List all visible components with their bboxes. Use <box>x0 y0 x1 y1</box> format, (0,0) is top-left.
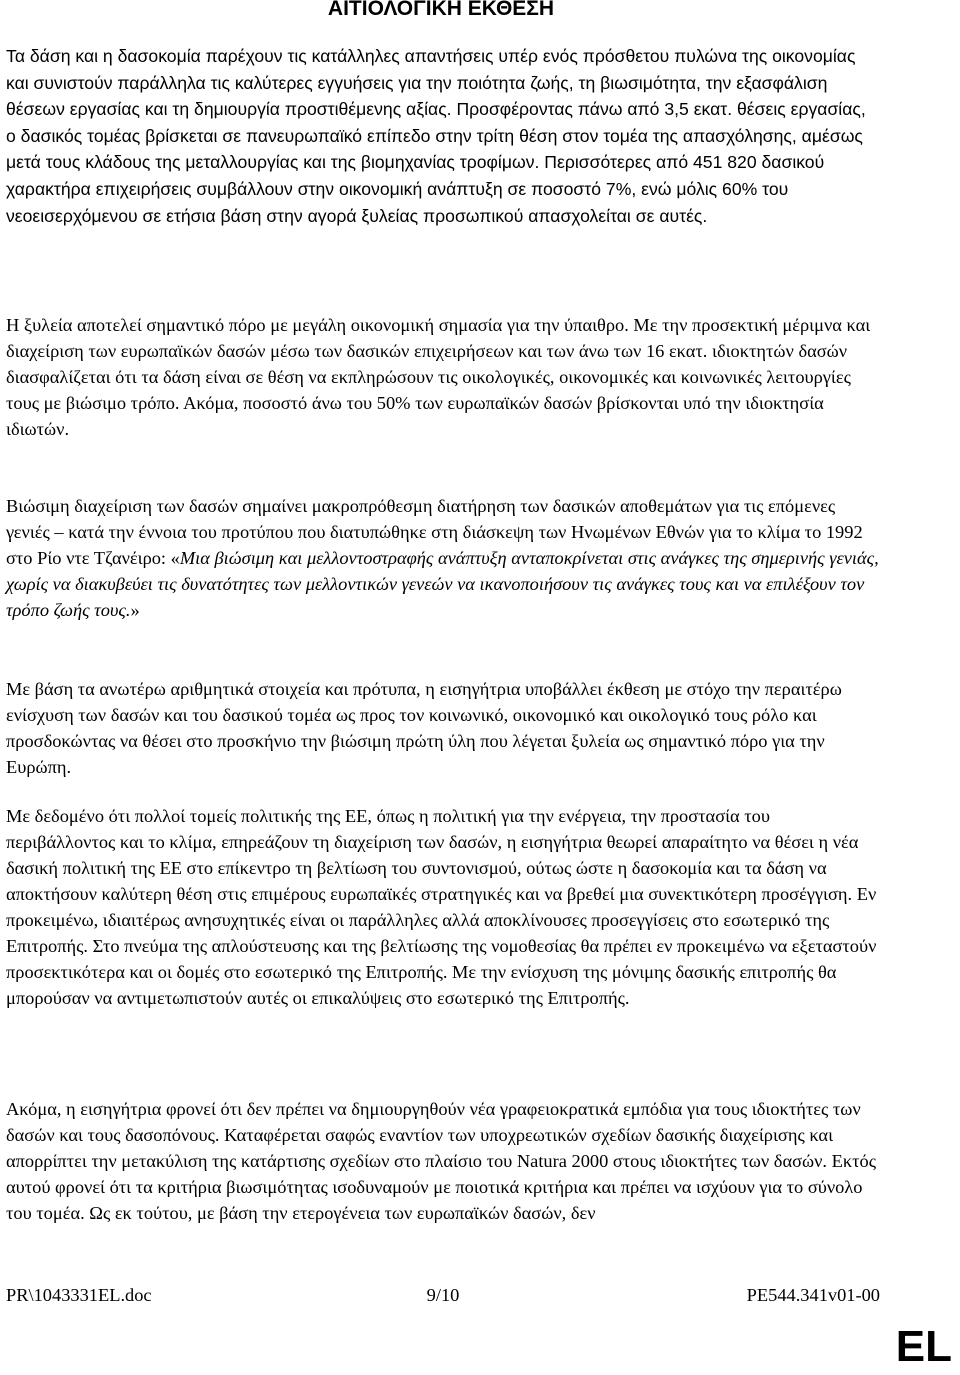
footer-pe-ref: PE544.341v01-00 <box>746 1285 880 1305</box>
document-title: ΑΙΤΙΟΛΟΓΙΚΗ ΕΚΘΕΣΗ <box>327 0 555 20</box>
paragraph-6: Ακόμα, η εισηγήτρια φρονεί ότι δεν πρέπει να δημιουργηθούν νέα γραφειοκρατικά εμπόδια για τους ιδιοκτήτες των δασών και τους δασοπόνους. Καταφέρεται σαφώς εναντίον των υποχρεωτικών σχεδίων δασικής διαχείρισης και απορρίπτει την μετακύλιση της κατάρτισης σχεδίων στο πλαίσιο του Natura 2000 στους ιδιοκτήτες των δασών. Εκτός αυτού φρονεί ότι τα κριτήρια βιωσιμότητας ισοδυναμούν με ποιοτικά κριτήρια και πρέπει να ισχύουν για το σύνολο του τομέα. Ως εκ τούτου, με βάση την ετερογένεια των ευρωπαϊκών δασών, δεν <box>6 1099 876 1223</box>
language-code: EL <box>895 1322 952 1371</box>
footer-page-number: 9/10 <box>426 1285 460 1305</box>
paragraph-5: Με δεδομένο ότι πολλοί τομείς πολιτικής της ΕΕ, όπως η πολιτική για την ενέργεια, την προστασία του περιβάλλοντος και το κλίμα, επηρεάζουν τη διαχείριση των δασών, η εισηγήτρια θεωρεί απαραίτητο να θέσει η νέα δασική πολιτική της ΕΕ στο επίκεντρο τη βελτίωση του συντονισμού, ούτως ώστε η δασοκομία και τα δάση να αποκτήσουν καλύτερη θέση στις επιμέρους ευρωπαϊκές στρατηγικές και να βρεθεί μια συνεκτικότερη προσέγγιση. Εν προκειμένω, ιδιαιτέρως ανησυχητικές είναι οι παράλληλες αλλά αποκλίνουσες προσεγγίσεις στο εσωτερικό της Επιτροπής. Στο πνεύμα της απλούστευσης και της βελτίωσης της νομοθεσίας θα πρέπει εν προκειμένω να εξεταστούν προσεκτικότερα και οι δομές στο εσωτερικό της Επιτροπής. Με την ενίσχυση της μόνιμης δασικής επιτροπής θα μπορούσαν να αντιμετωπιστούν αυτές οι επικαλύψεις στο εσωτερικό της Επιτροπής. <box>6 806 877 1008</box>
paragraph-4: Με βάση τα ανωτέρω αριθμητικά στοιχεία και πρότυπα, η εισηγήτρια υποβάλλει έκθεση με στόχο την περαιτέρω ενίσχυση των δασών και του δασικού τομέα ως προς τον κοινωνικό, οικονομικό και οικολογικό τους ρόλο και προσδοκώντας να θέσει στο προσκήνιο την βιώσιμη πρώτη ύλη που λέγεται ξυλεία ως σημαντικό πόρο για την Ευρώπη. <box>6 679 842 777</box>
paragraph-2: Η ξυλεία αποτελεί σημαντικό πόρο με μεγάλη οικονομική σημασία για την ύπαιθρο. Με την προσεκτική μέριμνα και διαχείριση των ευρωπαϊκών δασών μέσω των δασικών επιχειρήσεων και των άνω των 16 εκατ. ιδιοκτητών δασών διασφαλίζεται ότι τα δάση είναι σε θέση να εκπληρώσουν τις οικολογικές, οικονομικές και κοινωνικές λειτουργίες τους με βιώσιμο τρόπο. Ακόμα, ποσοστό άνω του 50% των ευρωπαϊκών δασών βρίσκονται υπό την ιδιοκτησία ιδιωτών. <box>6 315 871 439</box>
page-footer <box>6 1282 880 1308</box>
paragraph-1: Τα δάση και η δασοκομία παρέχουν τις κατάλληλες απαντήσεις υπέρ ενός πρόσθετου πυλώνα της οικονομίας και συνιστούν παράλληλα τις καλύτερες εγγυήσεις για την ποιότητα ζωής, τη βιωσιμότητα, την εξασφάλιση θέσεων εργασίας και τη δημιουργία προστιθέμενης αξίας. Προσφέροντας πάνω από 3,5 εκατ. θέσεις εργασίας, ο δασικός τομέας βρίσκεται σε πανευρωπαϊκό επίπεδο στην τρίτη θέση στον τομέα της απασχόλησης, αμέσως μετά τους κλάδους της μεταλλουργίας και της βιομηχανίας τροφίμων. Περισσότερες από 451 820 δασικού χαρακτήρα επιχειρήσεις συμβάλλουν στην οικονομική ανάπτυξη σε ποσοστό 7%, ενώ μόλις 60% του νεοεισερχόμενου σε ετήσια βάση στην αγορά ξυλείας προσωπικού απασχολείται σε αυτές. <box>6 46 866 226</box>
paragraph-3-close: » <box>130 600 140 620</box>
footer-doc-ref: PR\1043331EL.doc <box>6 1285 152 1305</box>
paragraph-3-quote: Μια βιώσιμη και μελλοντοστραφής ανάπτυξη ανταποκρίνεται στις ανάγκες της σημερινής γενιάς, χωρίς να διακυβεύει τις δυνατότητες των μελλοντικών γενεών να ικανοποιήσουν τις ανάγκες τους και να επιλέξουν τον τρόπο ζωής τους. <box>6 548 879 620</box>
paragraph-3-intro: Βιώσιμη διαχείριση των δασών σημαίνει μακροπρόθεσμη διατήρηση των δασικών αποθεμάτων για τις επόμενες γενιές – κατά την έννοια του προτύπου που διατυπώθηκε στη διάσκεψη των Ηνωμένων Εθνών για το κλίμα το 1992 στο Ρίο ντε Τζανέιρο: « <box>6 496 863 568</box>
paragraph-3 <box>6 493 880 623</box>
